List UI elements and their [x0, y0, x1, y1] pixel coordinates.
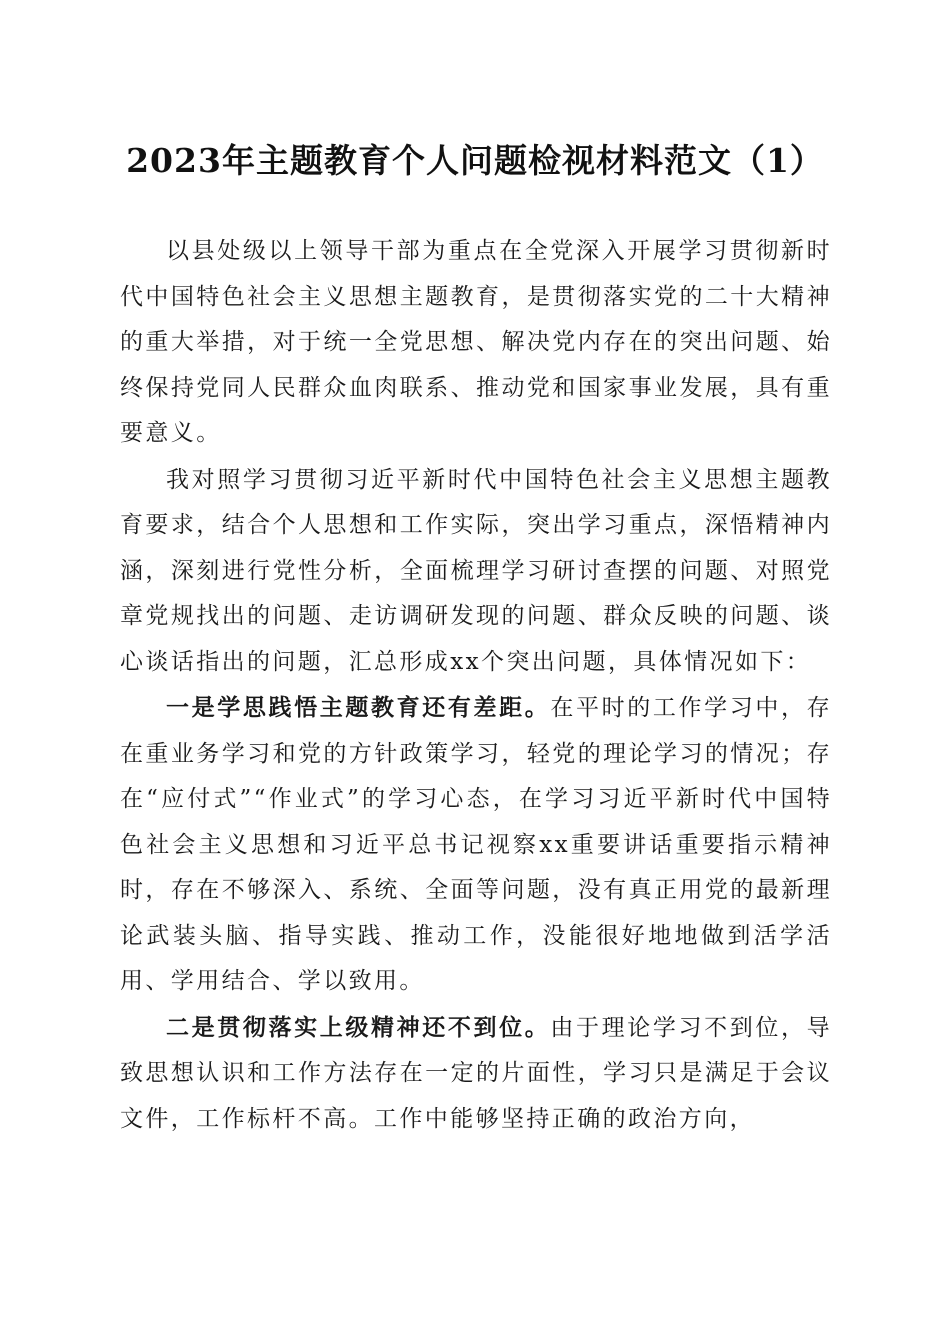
- paragraph-text: 在平时的工作学习中，存在重业务学习和党的方针政策学习，轻党的理论学习的情况；存在“应付式”“作业式”的学习心态，在学习习近平新时代中国特色社会主义思想和习近平总书记视察xx重要讲话重要指示精神时，存在不够深入、系统、全面等问题，没有真正用党的最新理论武装头脑、指导实践、推动工作，没能很好地地做到活学活用、学用结合、学以致用。: [120, 695, 832, 994]
- paragraph-lead: 一是学思践悟主题教育还有差距。: [166, 694, 551, 721]
- paragraph-text: 由于理论学习不到位，导致思想认识和工作方法存在一定的片面性，学习只是满足于会议文件，工作标杆不高。工作中能够坚持正确的政治方向，: [120, 1014, 832, 1132]
- paragraph-issue-1: [120, 685, 832, 1005]
- paragraph-issue-2: [120, 1005, 832, 1143]
- document-title: 2023年主题教育个人问题检视材料范文（1）: [126, 141, 824, 180]
- paragraph-text: 以县处级以上领导干部为重点在全党深入开展学习贯彻新时代中国特色社会主义思想主题教育，是贯彻落实党的二十大精神的重大举措，对于统一全党思想、解决党内存在的突出问题、始终保持党同人民群众血肉联系、推动党和国家事业发展，具有重要意义。: [120, 238, 832, 446]
- document-body: [120, 228, 832, 1142]
- paragraph-lead: 二是贯彻落实上级精神还不到位。: [166, 1013, 551, 1041]
- paragraph-intro: [120, 228, 832, 457]
- paragraph-text: 我对照学习贯彻习近平新时代中国特色社会主义思想主题教育要求，结合个人思想和工作实际，突出学习重点，深悟精神内涵，深刻进行党性分析，全面梳理学习研讨查摆的问题、对照党章党规找出的问题、走访调研发现的问题、群众反映的问题、谈心谈话指出的问题，汇总形成xx个突出问题，具体情况如下：: [120, 466, 832, 675]
- paragraph-overview: [120, 457, 832, 686]
